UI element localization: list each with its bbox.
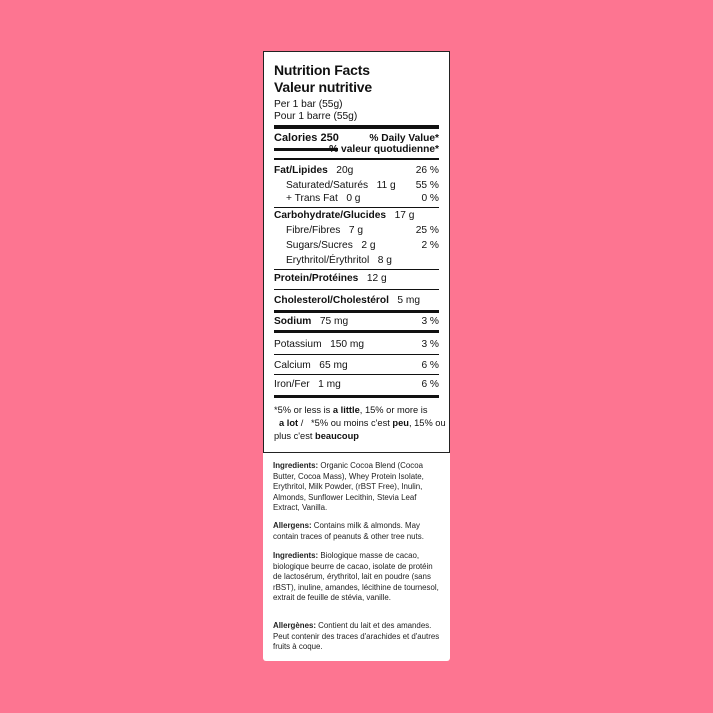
nutrition-facts-table <box>263 51 450 453</box>
serving-fr: Pour 1 barre (55g) <box>274 111 358 122</box>
nutrient-name: Fat/Lipides <box>274 165 328 176</box>
dv-sugars: 2 % <box>421 240 439 251</box>
nutrient-name: Cholesterol/Cholestérol <box>274 295 389 306</box>
nutrient-name: Fibre/Fibres <box>286 225 341 236</box>
dv-fat: 26 % <box>415 165 439 176</box>
row-saturated <box>286 181 396 191</box>
nutrient-amount: 11 g <box>376 180 396 191</box>
dv-calcium: 6 % <box>421 360 439 371</box>
nutrient-amount: 5 mg <box>397 295 421 306</box>
nutrient-amount: 12 g <box>366 273 387 284</box>
thick-divider <box>274 395 439 398</box>
divider <box>274 289 439 290</box>
calories: Calories 250 <box>274 132 339 144</box>
allergens-en: Allergens: Contains milk & almonds. May contain traces of peanuts & other tree nuts. <box>273 521 424 541</box>
title-en: Nutrition Facts <box>274 62 370 78</box>
nutrient-name: Protein/Protéines <box>274 273 359 284</box>
nutrient-name: Iron/Fer <box>274 379 310 390</box>
nutrient-name: Erythritol/Érythritol <box>286 255 370 266</box>
nutrient-amount: 17 g <box>394 210 415 221</box>
dv-potassium: 3 % <box>421 339 439 350</box>
nutrient-amount: 7 g <box>348 225 364 236</box>
row-carb <box>274 211 414 221</box>
dv-trans: 0 % <box>421 193 439 204</box>
dv-sodium: 3 % <box>421 316 439 327</box>
row-protein <box>274 274 387 284</box>
row-calcium <box>274 361 348 371</box>
thick-divider <box>274 330 439 333</box>
row-potassium <box>274 340 364 350</box>
ingredients-fr: Ingredients: Biologique masse de cacao, biologique beurre de cacao, isolate de protéin de lactosérum, érythritol, lait en poudre (sans rBST), inuline, amandes, lécithine de tournesol, extrait de feuille de stévia, vanille. <box>273 551 439 602</box>
nutrient-name: Carbohydrate/Glucides <box>274 210 387 221</box>
serving-en: Per 1 bar (55g) <box>274 99 343 110</box>
allergens-fr: Allergènes: Contient du lait et des amandes. Peut contenir des traces d'arachides et d'autres fruits à coque. <box>273 621 440 651</box>
nutrient-amount: 2 g <box>361 240 376 251</box>
thick-divider <box>274 125 439 129</box>
nutrient-amount: 75 mg <box>319 316 349 327</box>
dv-saturated: 55 % <box>415 180 439 191</box>
nutrient-name: Potassium <box>274 339 322 350</box>
row-fibre <box>286 226 363 236</box>
ingredients-en: Ingredients: Organic Cocoa Blend (Cocoa Butter, Cocoa Mass), Whey Protein Isolate, Erythritol, Milk Powder, (rBST Free), Inulin, Almonds, Sunflower Lecithin, Stevia Leaf Extract, Vanilla. <box>273 461 424 512</box>
daily-value-en: % Daily Value* <box>369 133 439 144</box>
footnote-line-1: *5% or less is a little, 15% or more is <box>274 405 428 415</box>
nutrient-amount: 20g <box>336 165 354 176</box>
row-iron <box>274 380 341 390</box>
footnote-line-2: a lot / *5% ou moins c'est peu, 15% ou <box>279 418 446 428</box>
divider <box>274 374 439 375</box>
dv-iron: 6 % <box>421 379 439 390</box>
daily-value-fr: % valeur quotudienne* <box>329 144 439 155</box>
nutrient-amount: 150 mg <box>330 339 365 350</box>
title-fr: Valeur nutritive <box>274 79 372 95</box>
divider <box>274 207 439 208</box>
divider <box>274 158 439 160</box>
row-cholesterol <box>274 296 420 306</box>
nutrient-name: Sodium <box>274 316 312 327</box>
nutrient-amount: 1 mg <box>318 379 341 390</box>
divider <box>274 269 439 270</box>
row-sodium <box>274 317 348 327</box>
nutrient-amount: 65 mg <box>319 360 348 371</box>
divider <box>274 354 439 355</box>
row-erythritol <box>286 256 392 266</box>
nutrient-name: + Trans Fat <box>286 193 338 204</box>
nutrient-amount: 8 g <box>377 255 392 266</box>
footnote-line-3: plus c'est beaucoup <box>274 431 359 441</box>
row-sugars <box>286 241 376 251</box>
nutrient-name: Saturated/Saturés <box>286 180 369 191</box>
nutrient-name: Calcium <box>274 360 311 371</box>
nutrient-name: Sugars/Sucres <box>286 240 353 251</box>
nutrient-amount: 0 g <box>346 193 361 204</box>
thick-divider <box>274 310 439 313</box>
dv-fibre: 25 % <box>415 225 439 236</box>
row-trans <box>286 194 360 204</box>
row-fat <box>274 166 353 176</box>
